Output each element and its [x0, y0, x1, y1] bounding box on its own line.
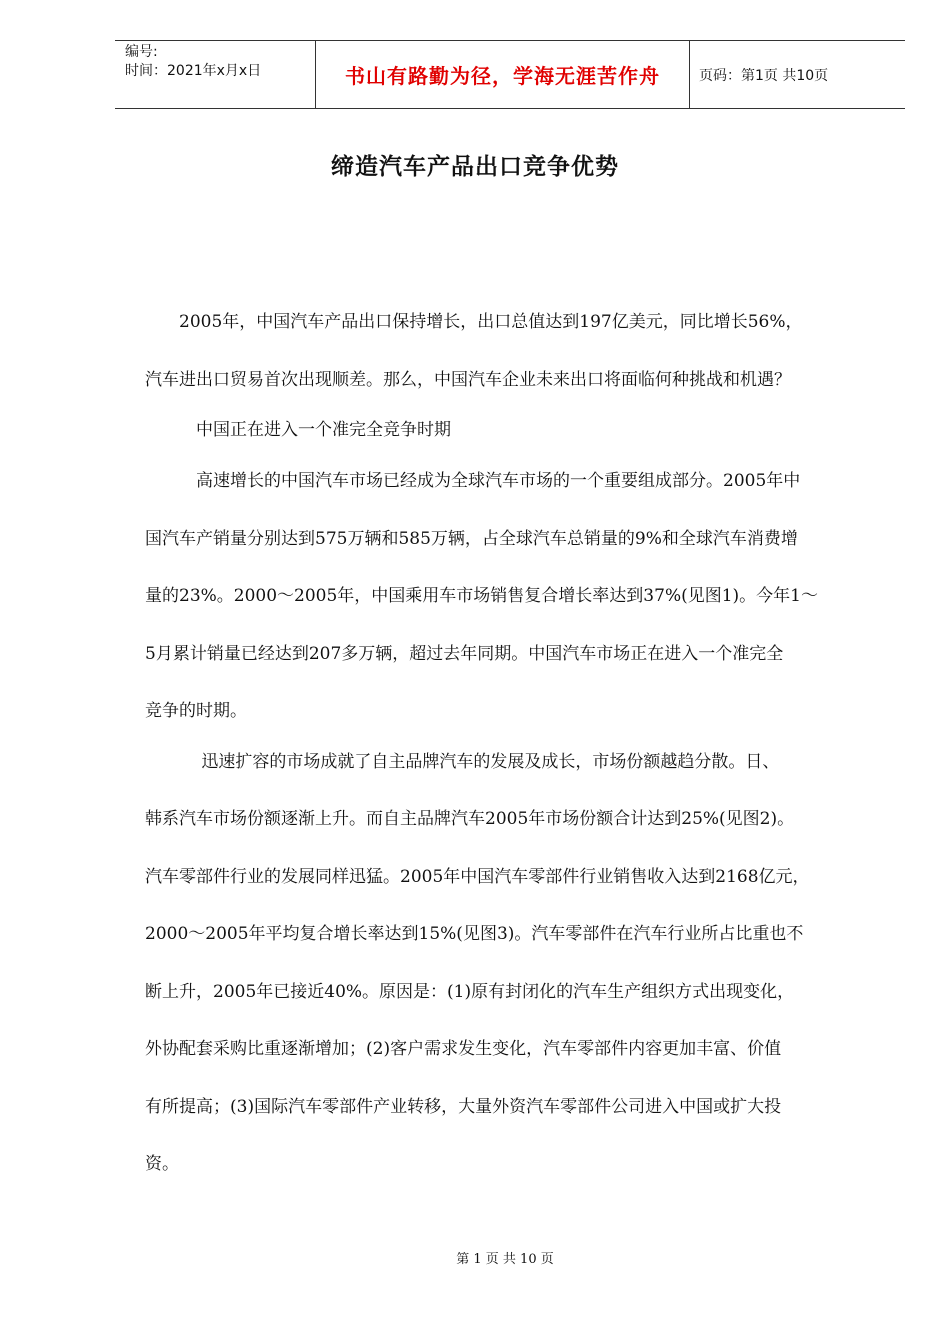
page-header — [115, 40, 905, 109]
header-page-cell — [690, 41, 905, 108]
paragraph-line: 汽车零部件行业的发展同样迅猛。2005年中国汽车零部件行业销售收入达到2168亿元， — [145, 867, 810, 887]
paragraph-line: 断上升，2005年已接近40%。原因是：(1)原有封闭化的汽车生产组织方式出现变化， — [145, 982, 795, 1002]
header-info-cell — [115, 41, 316, 108]
paragraph-line: 2000～2005年平均复合增长率达到15%(见图3)。汽车零部件在汽车行业所占比重也不 — [145, 924, 804, 944]
header-motto: 书山有路勤为径，学海无涯苦作舟 — [345, 64, 660, 88]
paragraph-line: 有所提高；(3)国际汽车零部件产业转移，大量外资汽车零部件公司进入中国或扩大投 — [145, 1097, 782, 1117]
paragraph-line: 竞争的时期。 — [145, 701, 247, 721]
paragraph-line: 国汽车产销量分别达到575万辆和585万辆，占全球汽车总销量的9%和全球汽车消费增 — [145, 529, 798, 549]
paragraph-line: 迅速扩容的市场成就了自主品牌汽车的发展及成长，市场份额越趋分散。日、 — [145, 752, 780, 772]
page-footer: 第 1 页 共 10 页 — [456, 1252, 554, 1267]
paragraph-line: 2005年，中国汽车产品出口保持增长，出口总值达到197亿美元，同比增长56%， — [145, 312, 803, 332]
paragraph-line: 资。 — [145, 1154, 179, 1174]
document-title: 缔造汽车产品出口竞争优势 — [331, 154, 619, 180]
paragraph-line: 量的23%。2000～2005年，中国乘用车市场销售复合增长率达到37%(见图1)。今年1～ — [145, 586, 818, 606]
paragraph-line: 5月累计销量已经达到207多万辆，超过去年同期。中国汽车市场正在进入一个准完全 — [145, 644, 784, 664]
paragraph-line: 外协配套采购比重逐渐增加；(2)客户需求发生变化，汽车零部件内容更加丰富、价值 — [145, 1039, 782, 1059]
document-time-label: 时间：2021年x月x日 — [125, 63, 262, 79]
header-motto-cell — [316, 41, 690, 108]
paragraph-line: 汽车进出口贸易首次出现顺差。那么，中国汽车企业未来出口将面临何种挑战和机遇？ — [145, 370, 791, 390]
header-page-number: 页码：第1页 共10页 — [699, 67, 829, 84]
paragraph-line: 高速增长的中国汽车市场已经成为全球汽车市场的一个重要组成部分。2005年中 — [145, 471, 801, 491]
document-number-label: 编号: — [125, 44, 158, 60]
paragraph-line: 韩系汽车市场份额逐渐上升。而自主品牌汽车2005年市场份额合计达到25%(见图2)。 — [145, 809, 795, 829]
paragraph-line: 中国正在进入一个准完全竞争时期 — [145, 420, 451, 440]
